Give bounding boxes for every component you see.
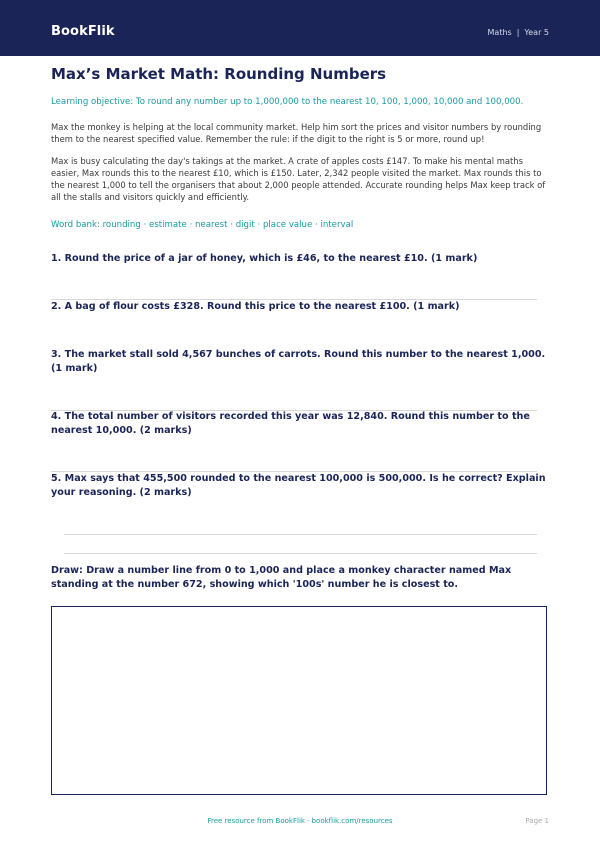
answer-line[interactable] — [64, 534, 537, 535]
meta-separator: | — [516, 28, 520, 37]
learning-objective: Learning objective: To round any number up to 1,000,000 to the nearest 10, 100, 1,000, 10,000 and 100,000. — [51, 97, 524, 107]
drawing-box[interactable] — [51, 606, 547, 795]
question-2: 2. A bag of flour costs £328. Round this price to the nearest £100. (1 mark) — [51, 301, 460, 312]
page-number: Page 1 — [525, 817, 549, 825]
question-4: 4. The total number of visitors recorded this year was 12,840. Round this number to the nearest 10,000. (2 marks) — [51, 411, 530, 436]
story-paragraph: Max is busy calculating the day's takings at the market. A crate of apples costs £147. To make his mental maths easier, Max rounds this to the nearest £10, which is £150. Later, 2,342 people visited the market. Max rounds this to the nearest 1,000 to tell the organisers that about 2,000 people attended. Accurate rounding helps Max keep track of all the stalls and visitors quickly and efficiently. — [51, 156, 546, 202]
subject-year-meta — [488, 28, 549, 37]
question-1: 1. Round the price of a jar of honey, which is £46, to the nearest £10. (1 mark) — [51, 253, 478, 264]
intro-paragraph: Max the monkey is helping at the local community market. Help him sort the prices and visitor numbers by rounding them to the nearest specified value. Remember the rule: if the digit to the right is 5 or more, round up! — [51, 122, 542, 144]
header-bar — [0, 0, 600, 56]
brand-logo[interactable]: BookFlik — [51, 24, 115, 39]
answer-line[interactable] — [64, 553, 537, 554]
footer-text[interactable]: Free resource from BookFlik · bookflik.com/resources — [207, 817, 393, 825]
year-label: Year 5 — [524, 28, 549, 37]
draw-prompt: Draw: Draw a number line from 0 to 1,000 and place a monkey character named Max standing at the number 672, showing which '100s' number he is closest to. — [51, 565, 512, 590]
page-title: Max’s Market Math: Rounding Numbers — [51, 65, 387, 83]
word-bank: Word bank: rounding · estimate · nearest · digit · place value · interval — [51, 220, 354, 230]
question-5: 5. Max says that 455,500 rounded to the nearest 100,000 is 500,000. Is he correct? Explain your reasoning. (2 marks) — [51, 473, 546, 498]
question-3: 3. The market stall sold 4,567 bunches of carrots. Round this number to the nearest 1,000. (1 mark) — [51, 349, 546, 374]
subject-label: Maths — [487, 28, 512, 37]
